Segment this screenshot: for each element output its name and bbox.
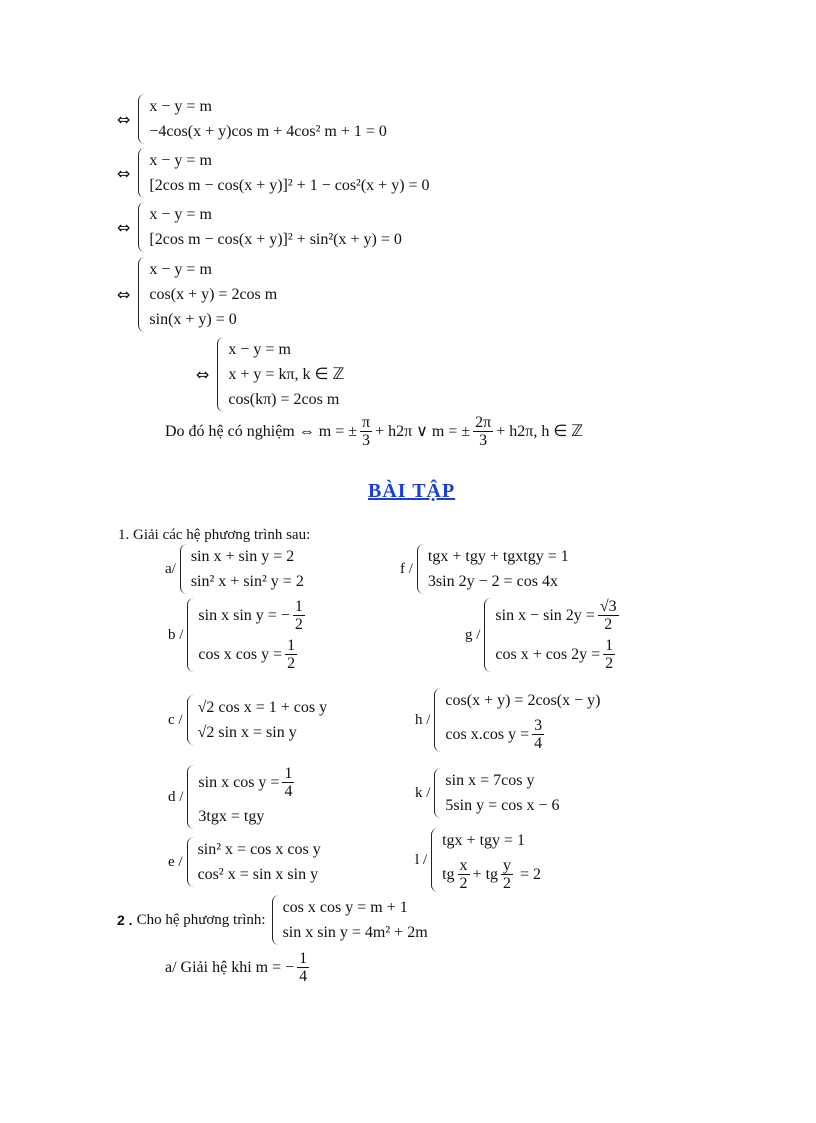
denominator: 4 [284, 783, 293, 800]
exercise-1e [168, 837, 321, 887]
solution-step-5 [196, 337, 344, 412]
solution-step-2 [117, 148, 430, 198]
numerator: 1 [287, 637, 296, 654]
exercise-1c [168, 695, 327, 745]
numerator: 1 [284, 765, 293, 782]
equation-part: + tg [472, 866, 499, 883]
equation-lhs: cos x.cos y = [445, 726, 530, 743]
exercise-1a [165, 544, 304, 594]
brace [138, 202, 145, 252]
brace [434, 688, 441, 752]
equation: cos² x = sin x sin y [197, 866, 319, 883]
solution-conclusion [165, 414, 583, 449]
numerator: 1 [605, 637, 614, 654]
equation-lhs: sin x sin y = − [198, 607, 290, 624]
denominator: 3 [479, 432, 488, 449]
denominator: 2 [604, 616, 613, 633]
equation: sin² x + sin² y = 2 [190, 573, 304, 590]
equivalence-arrow: ⇔ [117, 285, 131, 304]
equation: x − y = m [149, 261, 212, 278]
brace [431, 828, 438, 892]
equation: 5sin y = cos x − 6 [445, 797, 560, 814]
fraction [297, 950, 309, 985]
exercise-1d [168, 765, 297, 829]
equation [445, 717, 600, 752]
solution-step-4 [117, 257, 277, 332]
equation: x + y = kπ, k ∈ ℤ [228, 366, 345, 383]
equation [495, 598, 621, 633]
numerator: 1 [294, 598, 303, 615]
exercise-1-title: 1. Giải các hệ phương trình sau: [118, 527, 311, 543]
fraction [285, 637, 297, 672]
equation [198, 765, 297, 800]
equation: √2 cos x = 1 + cos y [197, 699, 328, 716]
item-label: d / [168, 788, 184, 805]
numerator: x [459, 857, 468, 874]
fraction [293, 598, 305, 633]
brace [187, 837, 194, 887]
equation: x − y = m [149, 152, 212, 169]
denominator: 2 [459, 875, 468, 892]
exercise-1l [415, 828, 541, 892]
item-label: c / [168, 711, 183, 728]
equation: sin x = 7cos y [445, 772, 535, 789]
fraction [473, 414, 493, 449]
equation: cos x cos y = m + 1 [282, 899, 408, 916]
item-label: h / [415, 711, 431, 728]
equation: x − y = m [149, 206, 212, 223]
item-label: g / [465, 626, 481, 643]
numerator: y [503, 857, 512, 874]
denominator: 4 [299, 968, 308, 985]
equation: tgx + tgy = 1 [442, 832, 526, 849]
fraction [501, 857, 513, 892]
denominator: 4 [534, 735, 543, 752]
equivalence-arrow: ⇔ [117, 217, 131, 237]
equation: 3sin 2y − 2 = cos 4x [427, 573, 558, 590]
denominator: 3 [362, 432, 371, 449]
equation: x − y = m [228, 341, 291, 358]
brace [217, 337, 224, 412]
numerator: √3 [599, 598, 617, 615]
brace [272, 895, 279, 945]
part-text: a/ Giải hệ khi m = − [165, 959, 295, 976]
denominator: 2 [605, 655, 614, 672]
brace [187, 695, 194, 745]
exercise-1h [415, 688, 600, 752]
equation [198, 637, 307, 672]
item-label: e / [168, 853, 183, 870]
fraction [598, 598, 619, 633]
equation: [2cos m − cos(x + y)]² + 1 − cos²(x + y) = 0 [149, 177, 430, 194]
equation: [2cos m − cos(x + y)]² + sin²(x + y) = 0 [149, 231, 402, 248]
equation: −4cos(x + y)cos m + 4cos² m + 1 = 0 [149, 123, 387, 140]
brace [434, 768, 441, 818]
equation-lhs: cos x + cos 2y = [495, 646, 601, 663]
brace [187, 765, 194, 829]
equation-part: tg [442, 866, 455, 883]
exercise-2 [117, 895, 428, 945]
equation: cos(kπ) = 2cos m [228, 391, 340, 408]
conclusion-text: + h2π ∨ m = ± [375, 423, 471, 440]
fraction [532, 717, 544, 752]
equation: sin x sin y = 4m² + 2m [282, 924, 428, 941]
brace [138, 257, 145, 332]
equation-lhs: sin x cos y = [198, 774, 280, 791]
fraction [458, 857, 470, 892]
equation: 3tgx = tgy [198, 808, 265, 825]
equation [495, 637, 621, 672]
numerator: 2π [475, 414, 492, 431]
conclusion-text: + h2π, h ∈ ℤ [496, 423, 584, 440]
brace [417, 544, 424, 594]
item-label: a/ [165, 560, 176, 577]
item-label: f / [400, 560, 413, 577]
brace [138, 94, 145, 144]
solution-step-3 [117, 202, 402, 252]
equation: cos(x + y) = 2cos m [149, 286, 278, 303]
item-label: b / [168, 626, 184, 643]
exercise-number: 2 . [117, 911, 133, 928]
fraction [360, 414, 372, 449]
equivalence-arrow: ⇔ [196, 365, 210, 384]
numerator: 1 [299, 950, 308, 967]
equation: sin² x = cos x cos y [197, 841, 321, 858]
section-heading: BÀI TẬP [368, 480, 456, 502]
equivalence-arrow: ⇔ [117, 163, 131, 183]
equation [198, 598, 307, 633]
numerator: π [362, 414, 371, 431]
exercise-1k [415, 768, 559, 818]
equation: x − y = m [149, 98, 212, 115]
brace [187, 598, 194, 672]
denominator: 2 [503, 875, 512, 892]
equation-part: = 2 [520, 866, 542, 883]
exercise-2a [165, 950, 312, 985]
item-label: l / [415, 851, 428, 868]
solution-step-1 [117, 94, 387, 144]
equivalence-arrow: ⇔ [117, 109, 131, 129]
equation: tgx + tgy + tgxtgy = 1 [427, 548, 569, 565]
brace [138, 148, 145, 198]
numerator: 3 [534, 717, 543, 734]
fraction [282, 765, 294, 800]
exercise-1g [465, 598, 622, 672]
equation [442, 857, 541, 892]
exercise-1b [168, 598, 308, 672]
exercise-1f [400, 544, 569, 594]
equation: sin x + sin y = 2 [190, 548, 295, 565]
denominator: 2 [287, 655, 296, 672]
fraction [603, 637, 615, 672]
exercise-title: Cho hệ phương trình: [136, 911, 266, 928]
equation: sin(x + y) = 0 [149, 311, 237, 328]
brace [484, 598, 491, 672]
equation-lhs: sin x − sin 2y = [495, 607, 595, 624]
equation: cos(x + y) = 2cos(x − y) [445, 692, 601, 709]
denominator: 2 [294, 616, 303, 633]
conclusion-text: Do đó hệ có nghiệm ⇔ m = ± [165, 423, 357, 440]
equation-lhs: cos x cos y = [198, 646, 283, 663]
item-label: k / [415, 784, 431, 801]
brace [180, 544, 187, 594]
equation: √2 sin x = sin y [197, 724, 297, 741]
